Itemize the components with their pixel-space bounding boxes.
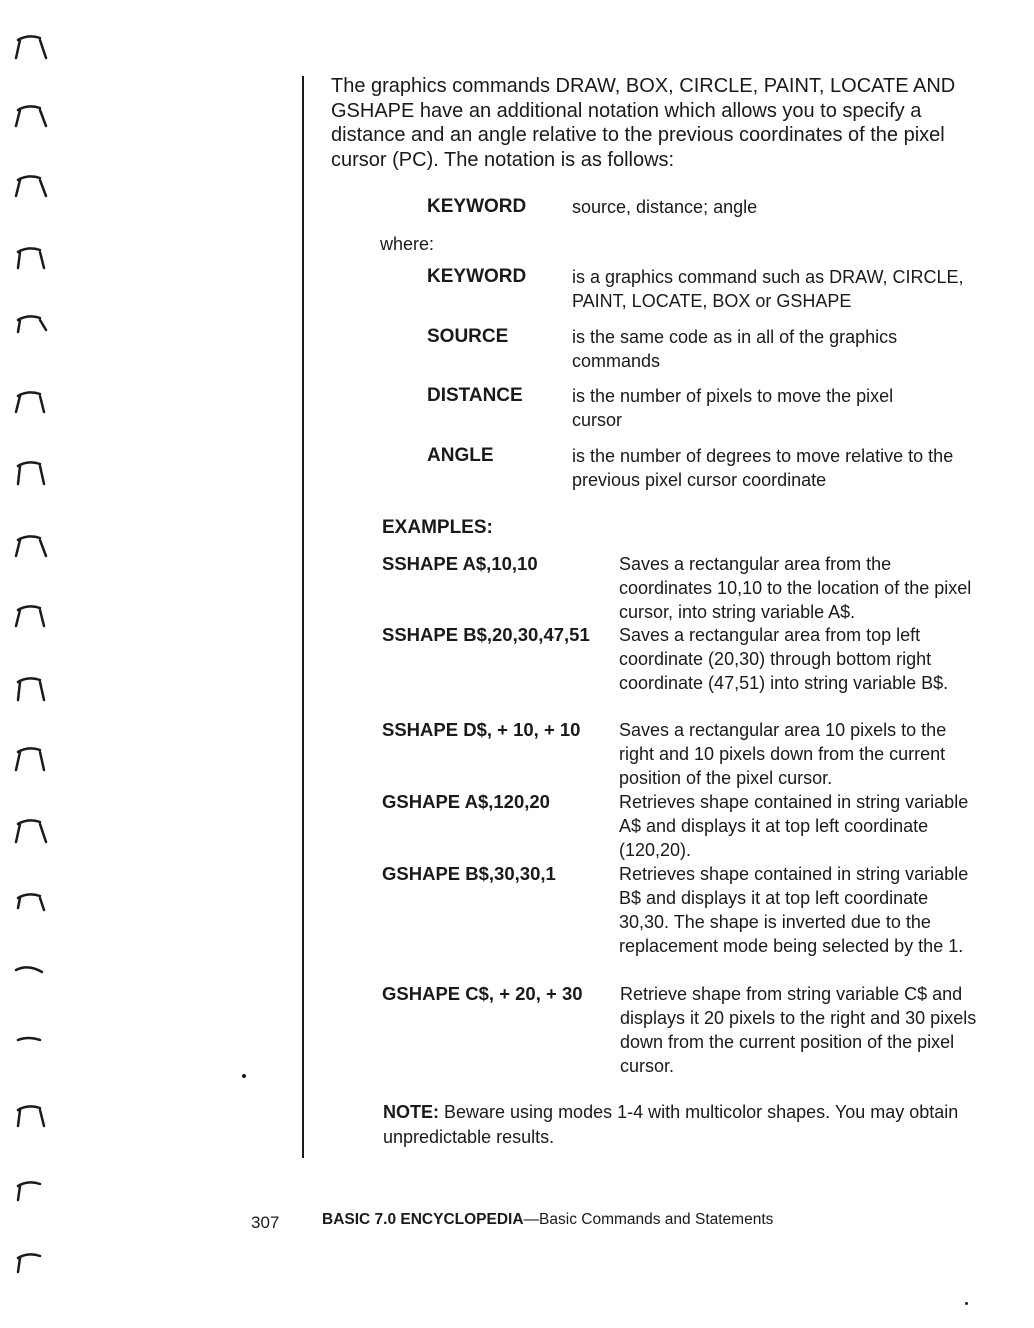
example-command: SSHAPE D$, + 10, + 10 <box>382 719 581 740</box>
definition-desc: is a graphics command such as DRAW, CIRCLE, PAINT, LOCATE, BOX or GSHAPE <box>572 267 964 311</box>
example-command: GSHAPE C$, + 20, + 30 <box>382 983 583 1004</box>
definition-term: DISTANCE <box>427 385 523 406</box>
example-command: SSHAPE B$,20,30,47,51 <box>382 624 590 645</box>
example-description: Retrieves shape contained in string variable B$ and displays it at top left coordinate 30,30. The shape is inverted due to the replacement mode being selected by the 1. <box>619 864 969 956</box>
examples-heading: EXAMPLES: <box>382 517 493 538</box>
page-number: 307 <box>251 1213 280 1232</box>
footer-title-bold: BASIC 7.0 ENCYCLOPEDIA <box>322 1211 524 1228</box>
example-command: SSHAPE A$,10,10 <box>382 553 538 574</box>
intro-paragraph: The graphics commands DRAW, BOX, CIRCLE, PAINT, LOCATE AND GSHAPE have an additional notation which allows you to specify a distance and an angle relative to the previous coordinates of the pixel cursor (PC). The notation is as follows: <box>331 75 956 171</box>
footer-title-rest: —Basic Commands and Statements <box>523 1211 774 1228</box>
example-description: Saves a rectangular area from the coordinates 10,10 to the location of the pixel cursor, into string variable A$. <box>619 554 972 622</box>
where-label: where: <box>380 234 435 254</box>
example-description: Saves a rectangular area from top left coordinate (20,30) through bottom right coordinate (47,51) into string variable B$. <box>619 625 949 693</box>
speck <box>242 1074 246 1078</box>
speck <box>965 1302 968 1305</box>
definition-desc: is the number of pixels to move the pixel cursor <box>572 386 894 430</box>
note-text: Beware using modes 1-4 with multicolor shapes. You may obtain unpredictable results. <box>383 1102 959 1147</box>
definition-desc: is the same code as in all of the graphics commands <box>572 327 898 371</box>
note-label: NOTE: <box>383 1102 439 1122</box>
note-paragraph <box>383 1100 983 1150</box>
syntax-form: source, distance; angle <box>572 197 758 217</box>
example-command: GSHAPE A$,120,20 <box>382 791 550 812</box>
example-description: Retrieves shape contained in string variable A$ and displays it at top left coordinate (120,20). <box>619 792 969 860</box>
definition-term: KEYWORD <box>427 266 527 287</box>
definition-desc: is the number of degrees to move relative to the previous pixel cursor coordinate <box>572 446 954 490</box>
example-description: Saves a rectangular area 10 pixels to the right and 10 pixels down from the current position of the pixel cursor. <box>619 720 947 788</box>
definition-term: SOURCE <box>427 326 509 347</box>
example-description: Retrieve shape from string variable C$ and displays it 20 pixels to the right and 30 pixels down from the current position of the pixel cursor. <box>620 984 977 1076</box>
syntax-keyword: KEYWORD <box>427 196 527 217</box>
definition-term: ANGLE <box>427 445 494 466</box>
running-footer <box>322 1211 773 1229</box>
example-command: GSHAPE B$,30,30,1 <box>382 863 556 884</box>
